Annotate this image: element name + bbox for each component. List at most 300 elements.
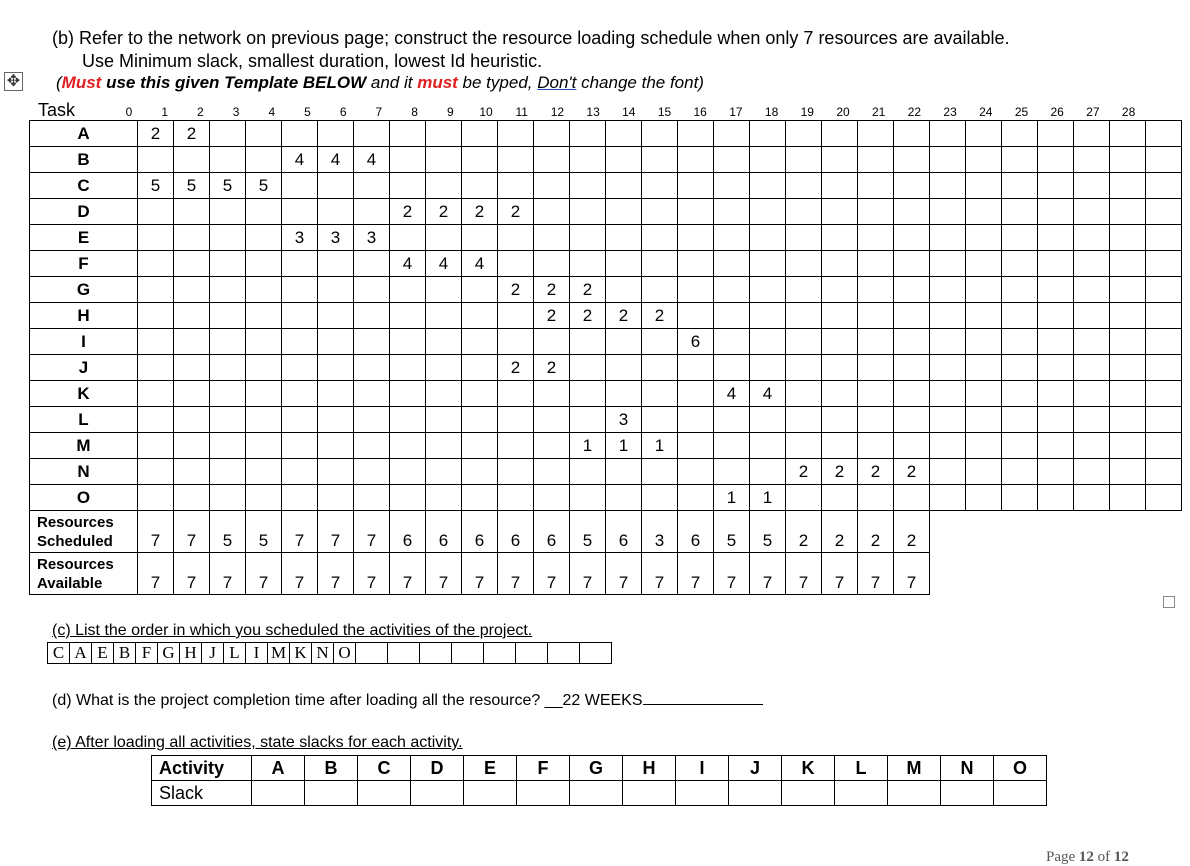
schedule-cell[interactable] bbox=[498, 485, 534, 511]
schedule-cell[interactable] bbox=[750, 199, 786, 225]
schedule-cell[interactable] bbox=[1146, 355, 1182, 381]
schedule-cell[interactable] bbox=[1038, 199, 1074, 225]
schedule-cell[interactable] bbox=[246, 433, 282, 459]
schedule-cell[interactable] bbox=[1110, 329, 1146, 355]
schedule-cell[interactable] bbox=[1110, 277, 1146, 303]
schedule-cell[interactable] bbox=[1074, 329, 1110, 355]
schedule-cell[interactable] bbox=[966, 459, 1002, 485]
schedule-cell[interactable] bbox=[1146, 381, 1182, 407]
slack-cell[interactable] bbox=[570, 781, 623, 806]
schedule-cell[interactable] bbox=[858, 173, 894, 199]
schedule-cell[interactable] bbox=[426, 147, 462, 173]
schedule-cell[interactable] bbox=[606, 355, 642, 381]
schedule-cell[interactable] bbox=[1074, 277, 1110, 303]
schedule-cell[interactable] bbox=[822, 251, 858, 277]
schedule-cell[interactable] bbox=[462, 355, 498, 381]
schedule-cell[interactable] bbox=[534, 407, 570, 433]
schedule-cell[interactable]: 5 bbox=[174, 173, 210, 199]
schedule-cell[interactable] bbox=[174, 225, 210, 251]
resources-scheduled-value[interactable]: 6 bbox=[426, 511, 462, 553]
schedule-cell[interactable] bbox=[750, 433, 786, 459]
schedule-cell[interactable] bbox=[1146, 199, 1182, 225]
schedule-cell[interactable] bbox=[1038, 329, 1074, 355]
schedule-cell[interactable] bbox=[966, 407, 1002, 433]
schedule-cell[interactable] bbox=[534, 329, 570, 355]
schedule-cell[interactable] bbox=[894, 485, 930, 511]
schedule-cell[interactable]: 2 bbox=[534, 277, 570, 303]
order-cell[interactable]: G bbox=[158, 643, 180, 664]
schedule-cell[interactable] bbox=[462, 381, 498, 407]
schedule-cell[interactable] bbox=[822, 225, 858, 251]
schedule-cell[interactable] bbox=[786, 277, 822, 303]
schedule-cell[interactable] bbox=[1074, 173, 1110, 199]
resources-scheduled-value[interactable]: 2 bbox=[858, 511, 894, 553]
schedule-cell[interactable] bbox=[462, 407, 498, 433]
schedule-cell[interactable]: 5 bbox=[246, 173, 282, 199]
schedule-cell[interactable] bbox=[462, 225, 498, 251]
resources-available-value[interactable]: 7 bbox=[642, 553, 678, 595]
schedule-cell[interactable] bbox=[138, 485, 174, 511]
schedule-cell[interactable] bbox=[534, 121, 570, 147]
schedule-cell[interactable] bbox=[138, 199, 174, 225]
schedule-cell[interactable] bbox=[1038, 121, 1074, 147]
schedule-cell[interactable] bbox=[786, 173, 822, 199]
schedule-cell[interactable] bbox=[390, 485, 426, 511]
schedule-cell[interactable] bbox=[642, 329, 678, 355]
schedule-cell[interactable] bbox=[246, 121, 282, 147]
schedule-cell[interactable] bbox=[714, 199, 750, 225]
schedule-cell[interactable]: 2 bbox=[498, 277, 534, 303]
schedule-cell[interactable] bbox=[894, 225, 930, 251]
schedule-cell[interactable] bbox=[966, 381, 1002, 407]
schedule-cell[interactable] bbox=[138, 355, 174, 381]
resources-scheduled-value[interactable]: 2 bbox=[822, 511, 858, 553]
schedule-cell[interactable] bbox=[426, 459, 462, 485]
schedule-cell[interactable] bbox=[750, 251, 786, 277]
schedule-cell[interactable] bbox=[894, 199, 930, 225]
schedule-cell[interactable] bbox=[750, 459, 786, 485]
order-cell[interactable] bbox=[548, 643, 580, 664]
schedule-cell[interactable] bbox=[282, 303, 318, 329]
schedule-cell[interactable] bbox=[750, 303, 786, 329]
resources-scheduled-value[interactable]: 7 bbox=[138, 511, 174, 553]
schedule-cell[interactable] bbox=[1110, 303, 1146, 329]
schedule-cell[interactable] bbox=[570, 485, 606, 511]
schedule-cell[interactable] bbox=[462, 459, 498, 485]
schedule-cell[interactable] bbox=[174, 355, 210, 381]
schedule-cell[interactable] bbox=[858, 147, 894, 173]
resources-available-value[interactable]: 7 bbox=[246, 553, 282, 595]
schedule-cell[interactable] bbox=[894, 407, 930, 433]
schedule-cell[interactable] bbox=[462, 329, 498, 355]
schedule-cell[interactable]: 2 bbox=[858, 459, 894, 485]
schedule-cell[interactable]: 6 bbox=[678, 329, 714, 355]
schedule-cell[interactable] bbox=[1146, 147, 1182, 173]
schedule-cell[interactable] bbox=[714, 329, 750, 355]
schedule-cell[interactable] bbox=[1146, 329, 1182, 355]
schedule-cell[interactable] bbox=[534, 459, 570, 485]
schedule-cell[interactable] bbox=[1002, 355, 1038, 381]
schedule-cell[interactable] bbox=[1038, 173, 1074, 199]
schedule-cell[interactable] bbox=[606, 459, 642, 485]
resources-available-value[interactable]: 7 bbox=[678, 553, 714, 595]
schedule-cell[interactable] bbox=[246, 459, 282, 485]
schedule-cell[interactable] bbox=[138, 147, 174, 173]
schedule-cell[interactable] bbox=[246, 381, 282, 407]
schedule-cell[interactable] bbox=[498, 381, 534, 407]
schedule-cell[interactable] bbox=[606, 485, 642, 511]
schedule-cell[interactable]: 3 bbox=[354, 225, 390, 251]
schedule-cell[interactable] bbox=[1002, 433, 1038, 459]
schedule-cell[interactable] bbox=[1146, 251, 1182, 277]
schedule-cell[interactable] bbox=[426, 121, 462, 147]
schedule-cell[interactable] bbox=[642, 251, 678, 277]
order-cell[interactable]: F bbox=[136, 643, 158, 664]
schedule-cell[interactable] bbox=[1146, 173, 1182, 199]
schedule-cell[interactable] bbox=[1038, 355, 1074, 381]
move-handle-icon[interactable]: ✥ bbox=[4, 72, 23, 91]
schedule-cell[interactable] bbox=[930, 407, 966, 433]
schedule-cell[interactable] bbox=[930, 355, 966, 381]
schedule-cell[interactable] bbox=[282, 329, 318, 355]
schedule-cell[interactable] bbox=[1074, 433, 1110, 459]
resources-scheduled-value[interactable]: 5 bbox=[714, 511, 750, 553]
schedule-cell[interactable] bbox=[210, 225, 246, 251]
order-cell[interactable]: B bbox=[114, 643, 136, 664]
slack-cell[interactable] bbox=[782, 781, 835, 806]
schedule-cell[interactable] bbox=[606, 251, 642, 277]
schedule-cell[interactable] bbox=[282, 173, 318, 199]
schedule-cell[interactable] bbox=[138, 303, 174, 329]
schedule-cell[interactable] bbox=[462, 121, 498, 147]
schedule-cell[interactable] bbox=[678, 303, 714, 329]
schedule-cell[interactable] bbox=[606, 199, 642, 225]
schedule-cell[interactable] bbox=[858, 199, 894, 225]
schedule-cell[interactable] bbox=[858, 381, 894, 407]
schedule-cell[interactable] bbox=[714, 277, 750, 303]
schedule-cell[interactable] bbox=[930, 147, 966, 173]
resources-scheduled-value[interactable]: 7 bbox=[174, 511, 210, 553]
resources-scheduled-value[interactable]: 5 bbox=[246, 511, 282, 553]
schedule-cell[interactable] bbox=[354, 121, 390, 147]
schedule-cell[interactable] bbox=[966, 303, 1002, 329]
schedule-cell[interactable] bbox=[210, 459, 246, 485]
schedule-cell[interactable] bbox=[498, 251, 534, 277]
schedule-cell[interactable] bbox=[534, 225, 570, 251]
slack-cell[interactable] bbox=[252, 781, 305, 806]
schedule-cell[interactable] bbox=[570, 147, 606, 173]
schedule-cell[interactable] bbox=[390, 381, 426, 407]
order-cell[interactable]: H bbox=[180, 643, 202, 664]
schedule-cell[interactable] bbox=[318, 329, 354, 355]
schedule-cell[interactable] bbox=[966, 199, 1002, 225]
schedule-cell[interactable] bbox=[714, 303, 750, 329]
schedule-cell[interactable] bbox=[534, 433, 570, 459]
schedule-cell[interactable] bbox=[1038, 381, 1074, 407]
schedule-cell[interactable]: 2 bbox=[894, 459, 930, 485]
schedule-cell[interactable] bbox=[678, 225, 714, 251]
schedule-cell[interactable] bbox=[750, 121, 786, 147]
schedule-cell[interactable] bbox=[570, 381, 606, 407]
schedule-cell[interactable] bbox=[210, 199, 246, 225]
schedule-cell[interactable] bbox=[714, 355, 750, 381]
schedule-cell[interactable] bbox=[1146, 121, 1182, 147]
schedule-cell[interactable] bbox=[210, 355, 246, 381]
schedule-cell[interactable] bbox=[1110, 199, 1146, 225]
schedule-cell[interactable] bbox=[570, 355, 606, 381]
schedule-cell[interactable] bbox=[390, 329, 426, 355]
schedule-cell[interactable] bbox=[246, 355, 282, 381]
schedule-cell[interactable] bbox=[210, 433, 246, 459]
schedule-cell[interactable] bbox=[858, 485, 894, 511]
schedule-cell[interactable] bbox=[1110, 173, 1146, 199]
schedule-cell[interactable] bbox=[1074, 303, 1110, 329]
schedule-cell[interactable] bbox=[750, 329, 786, 355]
schedule-cell[interactable] bbox=[822, 433, 858, 459]
schedule-cell[interactable] bbox=[1002, 459, 1038, 485]
schedule-cell[interactable] bbox=[318, 251, 354, 277]
schedule-cell[interactable] bbox=[642, 407, 678, 433]
schedule-cell[interactable] bbox=[714, 251, 750, 277]
schedule-cell[interactable] bbox=[534, 147, 570, 173]
schedule-cell[interactable]: 4 bbox=[354, 147, 390, 173]
schedule-cell[interactable] bbox=[786, 381, 822, 407]
schedule-cell[interactable]: 2 bbox=[822, 459, 858, 485]
schedule-cell[interactable] bbox=[678, 459, 714, 485]
schedule-cell[interactable] bbox=[1110, 381, 1146, 407]
schedule-cell[interactable] bbox=[318, 355, 354, 381]
schedule-cell[interactable] bbox=[1146, 303, 1182, 329]
order-cell[interactable]: I bbox=[246, 643, 268, 664]
completion-time-answer[interactable]: 22 WEEKS bbox=[562, 692, 643, 709]
schedule-cell[interactable] bbox=[822, 381, 858, 407]
schedule-cell[interactable] bbox=[282, 485, 318, 511]
order-cell[interactable]: C bbox=[48, 643, 70, 664]
schedule-cell[interactable]: 4 bbox=[318, 147, 354, 173]
order-cell[interactable] bbox=[484, 643, 516, 664]
order-cell[interactable]: K bbox=[290, 643, 312, 664]
schedule-cell[interactable] bbox=[678, 381, 714, 407]
schedule-cell[interactable] bbox=[282, 433, 318, 459]
schedule-cell[interactable]: 1 bbox=[570, 433, 606, 459]
schedule-cell[interactable] bbox=[318, 433, 354, 459]
schedule-cell[interactable] bbox=[390, 147, 426, 173]
schedule-cell[interactable] bbox=[138, 251, 174, 277]
schedule-cell[interactable]: 2 bbox=[606, 303, 642, 329]
schedule-cell[interactable] bbox=[750, 225, 786, 251]
schedule-cell[interactable] bbox=[1110, 355, 1146, 381]
schedule-cell[interactable] bbox=[606, 147, 642, 173]
schedule-cell[interactable] bbox=[930, 225, 966, 251]
schedule-cell[interactable] bbox=[606, 277, 642, 303]
slack-cell[interactable] bbox=[888, 781, 941, 806]
schedule-cell[interactable] bbox=[1074, 459, 1110, 485]
schedule-cell[interactable] bbox=[462, 485, 498, 511]
schedule-cell[interactable] bbox=[642, 199, 678, 225]
schedule-cell[interactable] bbox=[534, 251, 570, 277]
schedule-cell[interactable] bbox=[786, 303, 822, 329]
schedule-cell[interactable] bbox=[1038, 459, 1074, 485]
schedule-cell[interactable] bbox=[678, 407, 714, 433]
schedule-cell[interactable] bbox=[246, 485, 282, 511]
schedule-cell[interactable] bbox=[930, 433, 966, 459]
schedule-cell[interactable]: 2 bbox=[138, 121, 174, 147]
order-cell[interactable]: J bbox=[202, 643, 224, 664]
schedule-cell[interactable] bbox=[1146, 225, 1182, 251]
schedule-cell[interactable] bbox=[966, 251, 1002, 277]
schedule-cell[interactable] bbox=[1038, 407, 1074, 433]
schedule-cell[interactable] bbox=[390, 433, 426, 459]
schedule-cell[interactable] bbox=[426, 407, 462, 433]
schedule-cell[interactable] bbox=[282, 251, 318, 277]
schedule-cell[interactable] bbox=[642, 459, 678, 485]
schedule-cell[interactable] bbox=[1074, 355, 1110, 381]
schedule-cell[interactable] bbox=[462, 433, 498, 459]
schedule-cell[interactable] bbox=[822, 147, 858, 173]
schedule-cell[interactable] bbox=[354, 433, 390, 459]
schedule-cell[interactable] bbox=[858, 277, 894, 303]
order-cell[interactable]: O bbox=[334, 643, 356, 664]
schedule-cell[interactable] bbox=[354, 485, 390, 511]
schedule-cell[interactable] bbox=[570, 173, 606, 199]
schedule-cell[interactable] bbox=[966, 433, 1002, 459]
schedule-cell[interactable] bbox=[138, 381, 174, 407]
schedule-cell[interactable] bbox=[498, 329, 534, 355]
schedule-cell[interactable] bbox=[930, 381, 966, 407]
schedule-cell[interactable]: 4 bbox=[714, 381, 750, 407]
order-cell[interactable]: M bbox=[268, 643, 290, 664]
schedule-cell[interactable] bbox=[894, 303, 930, 329]
schedule-cell[interactable] bbox=[894, 433, 930, 459]
schedule-cell[interactable] bbox=[246, 407, 282, 433]
schedule-cell[interactable] bbox=[318, 199, 354, 225]
order-cell[interactable] bbox=[452, 643, 484, 664]
schedule-cell[interactable] bbox=[786, 355, 822, 381]
resources-available-value[interactable]: 7 bbox=[786, 553, 822, 595]
schedule-cell[interactable] bbox=[498, 121, 534, 147]
schedule-cell[interactable] bbox=[1074, 251, 1110, 277]
schedule-cell[interactable] bbox=[462, 173, 498, 199]
resources-available-value[interactable]: 7 bbox=[858, 553, 894, 595]
schedule-cell[interactable] bbox=[786, 329, 822, 355]
schedule-cell[interactable] bbox=[786, 147, 822, 173]
schedule-cell[interactable]: 4 bbox=[462, 251, 498, 277]
schedule-cell[interactable] bbox=[1038, 303, 1074, 329]
schedule-cell[interactable] bbox=[930, 277, 966, 303]
schedule-cell[interactable] bbox=[318, 277, 354, 303]
schedule-cell[interactable] bbox=[282, 199, 318, 225]
schedule-cell[interactable] bbox=[822, 355, 858, 381]
schedule-cell[interactable]: 3 bbox=[606, 407, 642, 433]
schedule-cell[interactable] bbox=[678, 121, 714, 147]
slack-cell[interactable] bbox=[941, 781, 994, 806]
schedule-cell[interactable] bbox=[894, 381, 930, 407]
schedule-cell[interactable]: 2 bbox=[462, 199, 498, 225]
order-cell[interactable]: N bbox=[312, 643, 334, 664]
schedule-cell[interactable] bbox=[714, 225, 750, 251]
schedule-cell[interactable] bbox=[786, 433, 822, 459]
schedule-cell[interactable] bbox=[210, 407, 246, 433]
schedule-cell[interactable] bbox=[606, 381, 642, 407]
schedule-cell[interactable] bbox=[390, 407, 426, 433]
schedule-cell[interactable] bbox=[786, 225, 822, 251]
schedule-cell[interactable] bbox=[786, 485, 822, 511]
schedule-cell[interactable]: 4 bbox=[282, 147, 318, 173]
resources-available-value[interactable]: 7 bbox=[894, 553, 930, 595]
schedule-cell[interactable] bbox=[966, 355, 1002, 381]
schedule-cell[interactable] bbox=[210, 303, 246, 329]
schedule-cell[interactable] bbox=[750, 407, 786, 433]
schedule-cell[interactable] bbox=[534, 199, 570, 225]
schedule-cell[interactable] bbox=[174, 329, 210, 355]
schedule-cell[interactable] bbox=[1038, 251, 1074, 277]
schedule-cell[interactable] bbox=[1110, 433, 1146, 459]
schedule-cell[interactable] bbox=[282, 407, 318, 433]
schedule-cell[interactable] bbox=[246, 329, 282, 355]
schedule-cell[interactable] bbox=[498, 407, 534, 433]
schedule-cell[interactable]: 2 bbox=[786, 459, 822, 485]
schedule-cell[interactable] bbox=[426, 381, 462, 407]
order-cell[interactable]: L bbox=[224, 643, 246, 664]
slack-cell[interactable] bbox=[729, 781, 782, 806]
schedule-cell[interactable] bbox=[318, 485, 354, 511]
schedule-cell[interactable] bbox=[426, 329, 462, 355]
schedule-cell[interactable] bbox=[894, 355, 930, 381]
schedule-cell[interactable] bbox=[1110, 121, 1146, 147]
schedule-cell[interactable] bbox=[642, 485, 678, 511]
schedule-cell[interactable] bbox=[1002, 225, 1038, 251]
schedule-cell[interactable]: 1 bbox=[642, 433, 678, 459]
schedule-cell[interactable] bbox=[1038, 225, 1074, 251]
schedule-cell[interactable] bbox=[318, 381, 354, 407]
schedule-cell[interactable] bbox=[570, 329, 606, 355]
schedule-cell[interactable] bbox=[894, 121, 930, 147]
schedule-cell[interactable] bbox=[1146, 433, 1182, 459]
schedule-cell[interactable] bbox=[678, 485, 714, 511]
schedule-cell[interactable] bbox=[858, 407, 894, 433]
schedule-cell[interactable] bbox=[1074, 381, 1110, 407]
schedule-cell[interactable] bbox=[174, 433, 210, 459]
schedule-cell[interactable] bbox=[894, 329, 930, 355]
schedule-cell[interactable] bbox=[822, 407, 858, 433]
resources-scheduled-value[interactable]: 6 bbox=[390, 511, 426, 553]
resources-available-value[interactable]: 7 bbox=[570, 553, 606, 595]
schedule-cell[interactable] bbox=[354, 199, 390, 225]
schedule-cell[interactable] bbox=[822, 303, 858, 329]
schedule-cell[interactable] bbox=[390, 303, 426, 329]
schedule-cell[interactable]: 5 bbox=[210, 173, 246, 199]
schedule-cell[interactable] bbox=[966, 485, 1002, 511]
resources-available-value[interactable]: 7 bbox=[750, 553, 786, 595]
order-cell[interactable] bbox=[516, 643, 548, 664]
schedule-cell[interactable] bbox=[570, 407, 606, 433]
schedule-cell[interactable] bbox=[678, 173, 714, 199]
resources-available-value[interactable]: 7 bbox=[714, 553, 750, 595]
schedule-cell[interactable] bbox=[822, 485, 858, 511]
schedule-cell[interactable] bbox=[426, 277, 462, 303]
schedule-cell[interactable] bbox=[858, 121, 894, 147]
schedule-cell[interactable] bbox=[354, 277, 390, 303]
schedule-cell[interactable] bbox=[498, 433, 534, 459]
schedule-cell[interactable] bbox=[750, 173, 786, 199]
schedule-cell[interactable] bbox=[786, 199, 822, 225]
schedule-cell[interactable] bbox=[174, 303, 210, 329]
schedule-cell[interactable] bbox=[606, 121, 642, 147]
slack-cell[interactable] bbox=[464, 781, 517, 806]
schedule-cell[interactable] bbox=[210, 381, 246, 407]
schedule-cell[interactable] bbox=[930, 121, 966, 147]
order-cell[interactable] bbox=[580, 643, 612, 664]
